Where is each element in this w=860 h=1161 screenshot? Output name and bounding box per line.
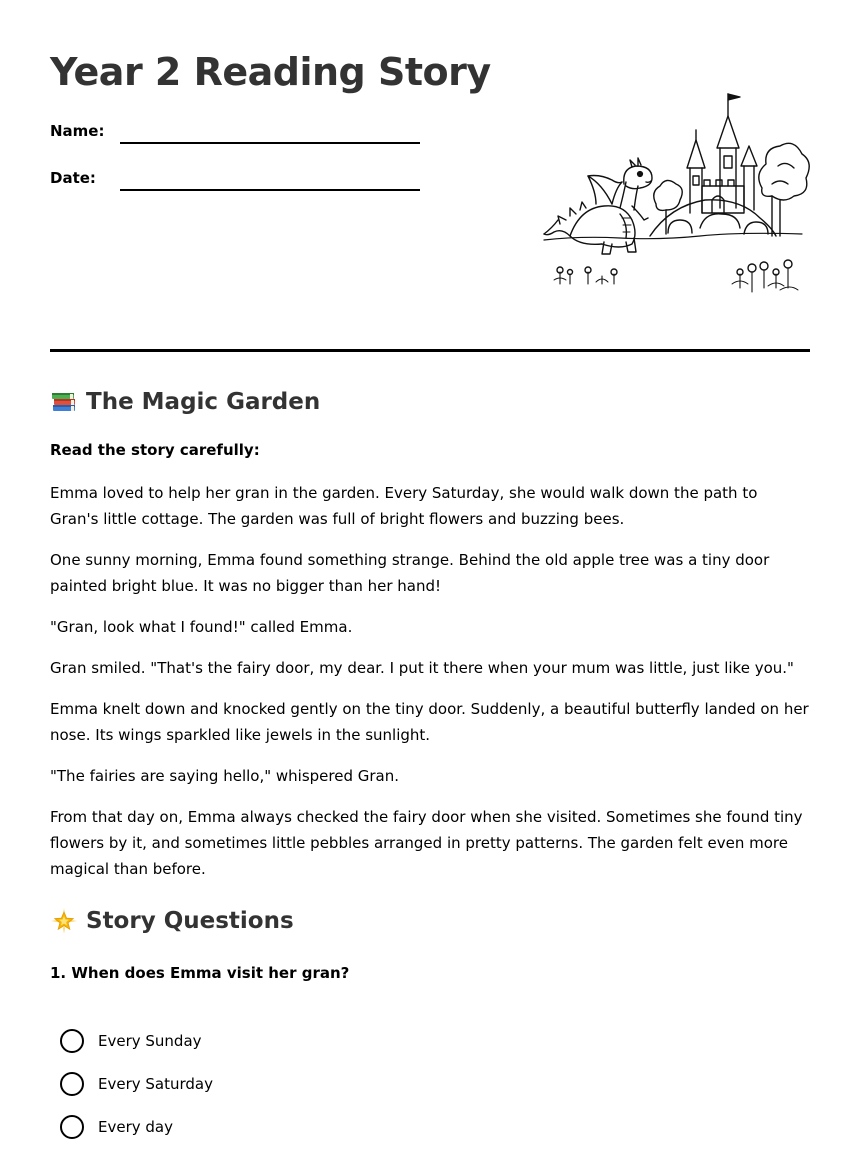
radio-button[interactable] [60,1029,84,1053]
question-1-options [60,1026,460,1155]
option-every-sunday[interactable] [60,1026,460,1069]
story-instruction: Read the story carefully: [50,441,260,459]
story-text [50,480,810,897]
option-every-day[interactable] [60,1112,460,1155]
date-write-line[interactable] [120,189,420,191]
radio-button[interactable] [60,1072,84,1096]
questions-heading-text: Story Questions [86,908,294,934]
story-paragraph: From that day on, Emma always checked the fairy door when she visited. Sometimes she found tiny flowers by it, and sometimes little pebbles arranged in pretty patterns. The garden felt even more magical than before. [50,808,803,878]
questions-heading [50,907,294,935]
option-every-saturday[interactable] [60,1069,460,1112]
name-write-line[interactable] [120,142,420,144]
name-label: Name: [50,122,105,140]
story-paragraph: Gran smiled. "That's the fairy door, my dear. I put it there when your mum was little, just like you." [50,659,794,677]
story-heading-text: The Magic Garden [86,389,321,415]
question-1-text: 1. When does Emma visit her gran? [50,964,350,982]
story-paragraph: "The fairies are saying hello," whispered Gran. [50,767,400,785]
books-icon [50,388,78,416]
name-field-row [50,122,420,152]
page-title: Year 2 Reading Story [50,50,491,94]
date-field-row [50,169,420,199]
story-paragraph: Emma knelt down and knocked gently on the tiny door. Suddenly, a beautiful butterfly landed on her nose. Its wings sparkled like jewels in the sunlight. [50,700,809,744]
story-paragraph: Emma loved to help her gran in the garden. Every Saturday, she would walk down the path to Gran's little cottage. The garden was full of bright flowers and buzzing bees. [50,484,758,528]
radio-button[interactable] [60,1115,84,1139]
glowing-star-icon [50,907,78,935]
story-paragraph: "Gran, look what I found!" called Emma. [50,618,353,636]
option-label: Every Saturday [98,1075,213,1093]
story-paragraph: One sunny morning, Emma found something strange. Behind the old apple tree was a tiny door painted bright blue. It was no bigger than her hand! [50,551,770,595]
story-heading [50,388,320,416]
dragon-castle-illustration [540,88,810,298]
option-label: Every day [98,1118,173,1136]
option-label: Every Sunday [98,1032,202,1050]
date-label: Date: [50,169,96,187]
header-divider [50,349,810,352]
